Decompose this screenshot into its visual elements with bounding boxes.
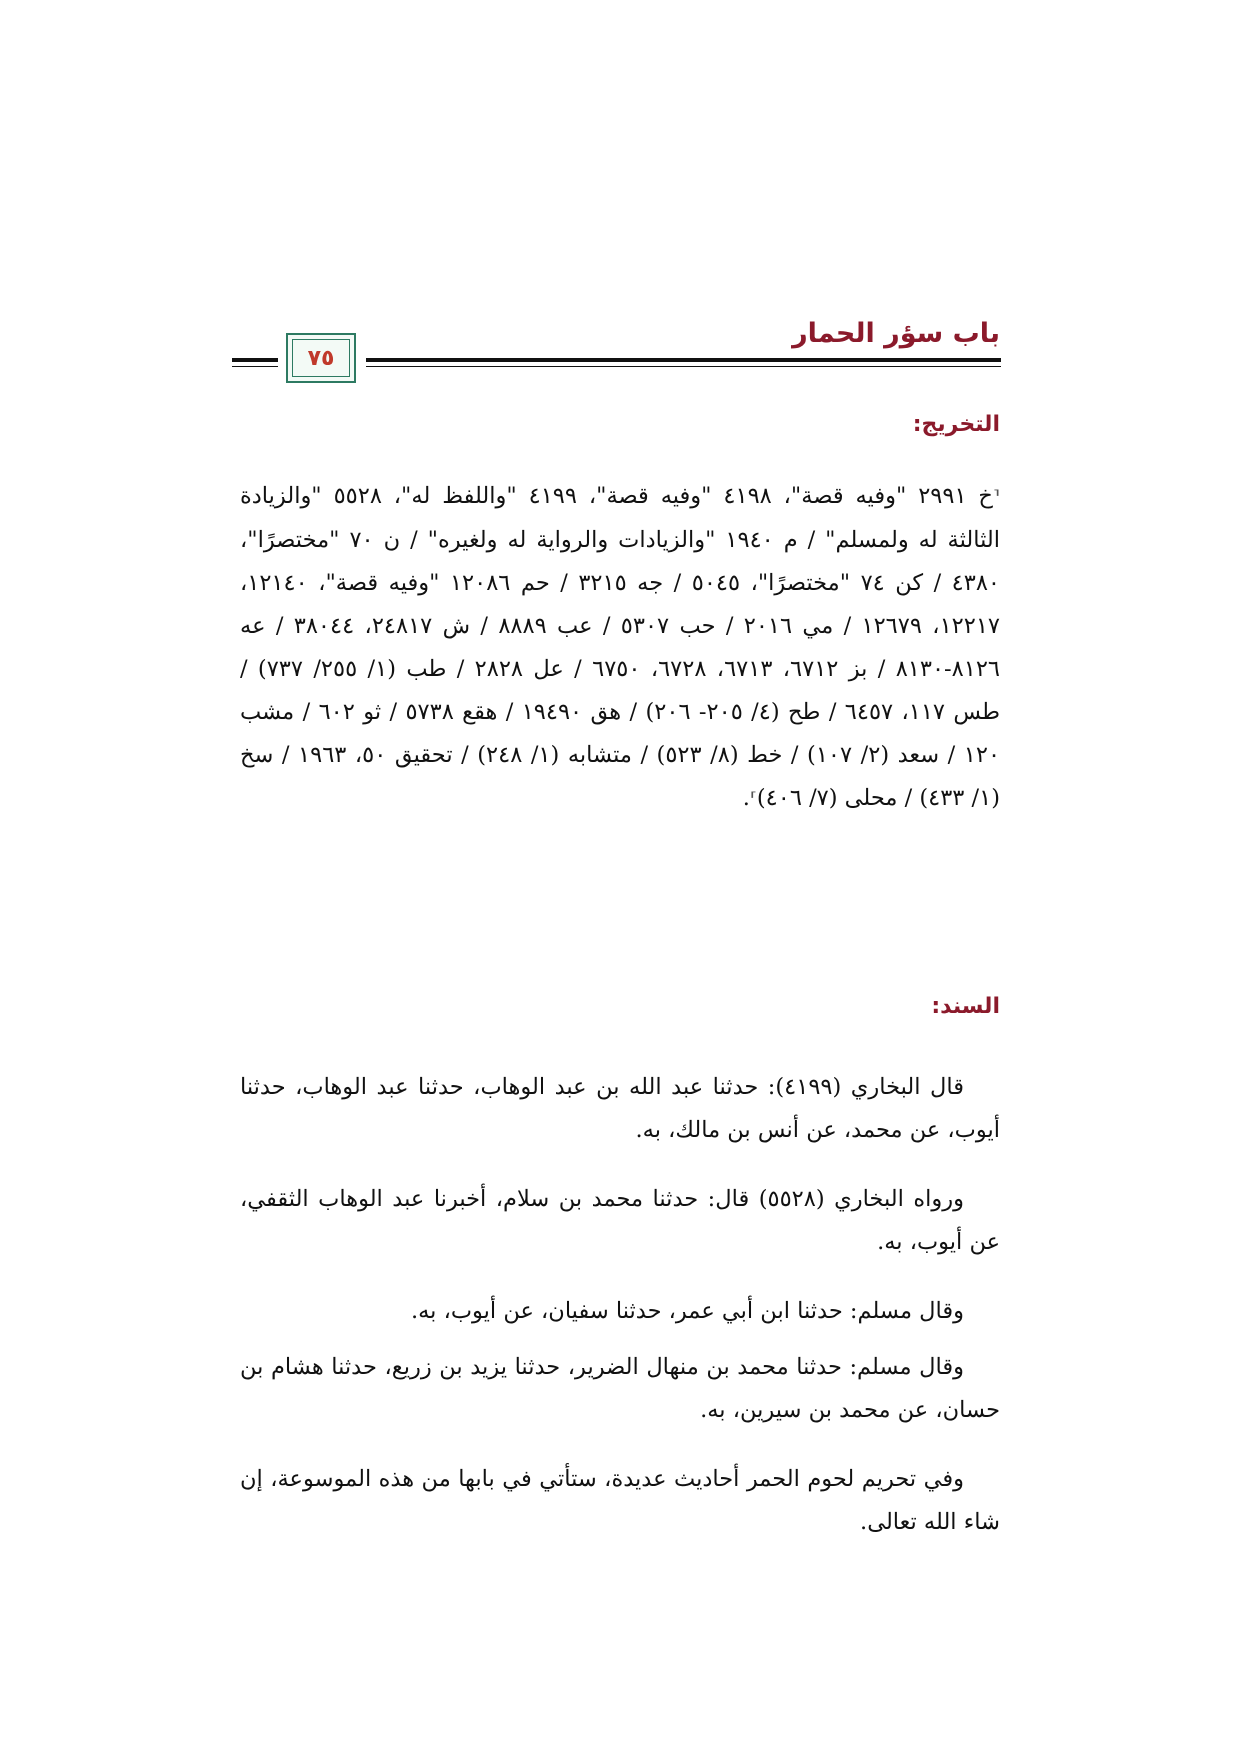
header-rule-left-top [232, 358, 278, 362]
takhrij-text-block [240, 475, 1000, 821]
takhrij-text: خ ٢٩٩١ "وفيه قصة"، ٤١٩٨ "وفيه قصة"، ٤١٩٩ "واللفظ له"، ٥٥٢٨ "والزيادة الثالثة له ولمسلم" / م ١٩٤٠ "والزيادات والرواية له ولغيره" / ن ٧٠ "مختصرًا"، ٤٣٨٠ / كن ٧٤ "مختصرًا"، ٥٠٤٥ / جه ٣٢١٥ / حم ١٢٠٨٦ "وفيه قصة"، ١٢١٤٠، ١٢٢١٧، ١٢٦٧٩ / مي ٢٠١٦ / حب ٥٣٠٧ / عب ٨٨٨٩ / ش ٢٤٨١٧، ٣٨٠٤٤ / عه ٨١٢٦-٨١٣٠ / بز ٦٧١٢، ٦٧١٣، ٦٧٢٨، ٦٧٥٠ / عل ٢٨٢٨ / طب (١/ ٢٥٥/ ٧٣٧) / طس ١١٧، ٦٤٥٧ / طح (٤/ ٢٠٥- ٢٠٦) / هق ١٩٤٩٠ / هقع ٥٧٣٨ / ثو ٦٠٢ / مشب ١٢٠ / سعد (٢/ ١٠٧) / خط (٨/ ٥٢٣) / متشابه (١/ ٢٤٨) / تحقيق ٥٠، ١٩٦٣ / سخ (١/ ٤٣٣) / محلى (٧/ ٤٠٦) [240, 483, 1001, 811]
sanad-paragraph: قال البخاري (٤١٩٩): حدثنا عبد الله بن عبد الوهاب، حدثنا عبد الوهاب، حدثنا أيوب، عن محمد، عن أنس بن مالك، به. [240, 1074, 1000, 1143]
end-mark: . [742, 785, 750, 811]
sanad-paragraph: وقال مسلم: حدثنا محمد بن منهال الضرير، حدثنا يزيد بن زريع، حدثنا هشام بن حسان، عن محمد بن سيرين، به. [240, 1354, 1000, 1423]
sanad-paragraph: وقال مسلم: حدثنا ابن أبي عمر، حدثنا سفيان، عن أيوب، به. [410, 1298, 964, 1324]
page-number-badge [286, 333, 356, 383]
sanad-heading: السند: [931, 994, 1000, 1019]
takhrij-heading: التخريج: [912, 412, 1000, 437]
open-bracket-mark: ⸢ [992, 487, 1000, 508]
header-rule-left-bottom [232, 366, 278, 367]
chapter-title: باب سؤر الحمار [792, 318, 1000, 349]
header-rule-top [366, 358, 1001, 362]
page-number: ٧٥ [307, 345, 335, 371]
sanad-paragraph: ورواه البخاري (٥٥٢٨) قال: حدثنا محمد بن سلام، أخبرنا عبد الوهاب الثقفي، عن أيوب، به. [240, 1186, 1000, 1255]
sanad-paragraph: وفي تحريم لحوم الحمر أحاديث عديدة، ستأتي في بابها من هذه الموسوعة، إن شاء الله تعالى. [240, 1466, 1000, 1535]
close-bracket-mark: ⸣ [749, 789, 757, 810]
header-rule-bottom [366, 366, 1001, 367]
